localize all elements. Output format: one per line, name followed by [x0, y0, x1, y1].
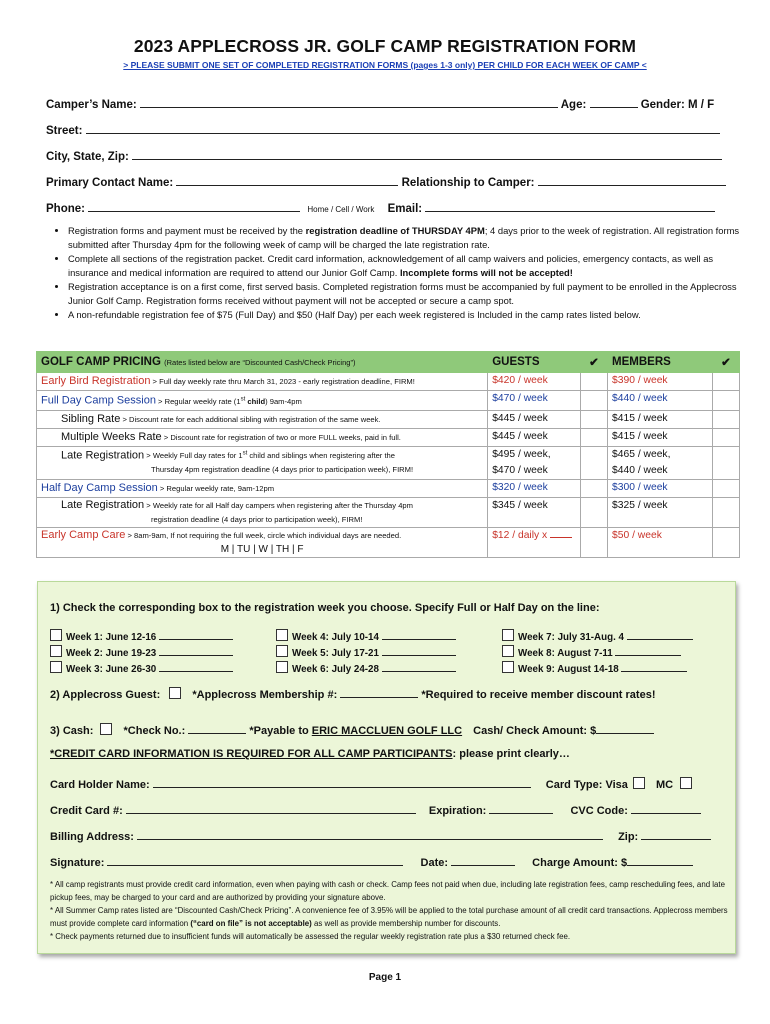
age-field[interactable] [590, 96, 638, 108]
weeks-column-1 [50, 628, 233, 676]
date-field[interactable] [451, 854, 515, 866]
weeks-column-2 [276, 628, 456, 676]
card-holder-label: Card Holder Name: [50, 779, 150, 791]
member-price: $390 / week [608, 373, 713, 391]
payment-notes [50, 878, 730, 943]
rule-item: • Registration forms and payment must be received by the registration deadline of THURSDAY 4PM; 4 days prior to the week of registration. All registration forms submitted after Thursday 4pm for the following week of camp will be charged the late registration rate. [68, 224, 748, 252]
member-checkbox[interactable] [712, 410, 739, 428]
pricing-row: Multiple Weeks Rate > Discount rate for registration of two or more FULL weeks, paid in full. $445 / week $415 / week [37, 428, 740, 446]
guest-row [50, 686, 656, 701]
form-subtitle: > PLEASE SUBMIT ONE SET OF COMPLETED REGISTRATION FORMS (pages 1-3 only) PER CHILD FOR EACH WEEK OF CAMP < [123, 60, 647, 70]
week-option[interactable]: Week 5: July 17-21 [276, 644, 456, 660]
guest-checkbox[interactable] [169, 687, 181, 699]
payment-row [50, 722, 654, 737]
billing-row [50, 828, 711, 843]
rules-list [46, 224, 748, 322]
city-label: City, State, Zip: [46, 151, 129, 163]
week-option[interactable]: Week 4: July 10-14 [276, 628, 456, 644]
rate-category: Late Registration [61, 498, 145, 511]
member-checkbox[interactable] [712, 428, 739, 446]
member-checkbox[interactable] [712, 527, 739, 557]
week-option[interactable]: Week 3: June 26-30 [50, 660, 233, 676]
guest-price: $420 / week [488, 373, 581, 391]
rate-category: Multiple Weeks Rate [61, 430, 162, 443]
members-header: MEMBERS [608, 352, 713, 373]
note-item: * All camp registrants must provide credit card information, even when paying with cash or check. Camp fees not paid when due, including late registration fees, camp rescheduling fees, and late pickup fees, may be charged to your card and are authorized by providing your signature above. [50, 880, 726, 902]
pricing-row: Late Registration > Weekly Full day rates for 1st child and siblings when registering after the Thursday 4pm registration deadline (4 days prior to participation week), FIRM! $495 / week, $470 / week $465 / week, $440 / week [37, 446, 740, 479]
rule-item: • A non-refundable registration fee of $75 (Full Day) and $50 (Half Day) per each week registered is Included in the camp rates listed below. [68, 308, 748, 322]
charge-field[interactable] [627, 854, 693, 866]
member-price: $415 / week [608, 410, 713, 428]
signature-field[interactable] [107, 854, 403, 866]
mc-label: MC [656, 779, 674, 791]
pricing-row: Half Day Camp Session > Regular weekly rate, 9am-12pm $320 / week $300 / week [37, 479, 740, 497]
member-price: $300 / week [608, 479, 713, 497]
payable-label: *Payable to ERIC MACCLUEN GOLF LLC [249, 725, 463, 737]
member-price: $50 / week [608, 527, 713, 557]
rate-category: Half Day Camp Session [41, 481, 158, 494]
amount-label: Cash/ Check Amount: $ [473, 725, 597, 737]
billing-label: Billing Address: [50, 831, 134, 843]
week-checkbox[interactable] [502, 661, 514, 673]
week-option[interactable]: Week 7: July 31-Aug. 4 [502, 628, 693, 644]
rate-category: Full Day Camp Session [41, 394, 156, 407]
guest-price: $470 / week [488, 391, 581, 411]
care-days-field[interactable] [550, 528, 572, 538]
guest-price: $445 / week [488, 410, 581, 428]
guest-checkbox[interactable] [580, 373, 607, 391]
amount-field[interactable] [596, 722, 654, 734]
week-checkbox[interactable] [50, 645, 62, 657]
note-item: * All Summer Camp rates listed are “Discounted Cash/Check Pricing”. A convenience fee of 3.95% will be applied to the total purchase amount of all credit card transactions. Applecross members must provide complete card information (“card on file” is not acceptable) as well as provide membership number for discounts. [50, 906, 728, 928]
camper-name-row [46, 96, 714, 111]
pricing-header-row [37, 352, 740, 373]
guest-checkbox[interactable] [580, 497, 607, 527]
week-checkbox[interactable] [502, 629, 514, 641]
guest-checkbox[interactable] [580, 391, 607, 411]
week-checkbox[interactable] [50, 629, 62, 641]
week-option[interactable]: Week 9: August 14-18 [502, 660, 693, 676]
phone-field[interactable] [88, 200, 300, 212]
rule-item: • Complete all sections of the registration packet. Credit card information, acknowledgement of all camp waivers and policies, emergency contacts, as well as insurance and medical information are required to attend our Junior Golf Camp. Incomplete forms will not be accepted! [68, 252, 748, 280]
zip-field[interactable] [641, 828, 711, 840]
guest-price: $320 / week [488, 479, 581, 497]
week-option[interactable]: Week 8: August 7-11 [502, 644, 693, 660]
member-price: $440 / week [608, 391, 713, 411]
check-icon: ✔ [580, 352, 607, 373]
week-checkbox[interactable] [276, 661, 288, 673]
guest-checkbox[interactable] [580, 479, 607, 497]
member-note: *Required to receive member discount rates! [421, 689, 656, 701]
care-days-selector[interactable]: M | TU | W | TH | F [220, 543, 304, 555]
visa-checkbox[interactable] [633, 777, 645, 789]
phone-type-label[interactable]: Home / Cell / Work [307, 205, 375, 214]
member-checkbox[interactable] [712, 446, 739, 479]
expiration-field[interactable] [489, 802, 553, 814]
card-holder-row [50, 776, 692, 791]
signature-label: Signature: [50, 857, 105, 869]
signature-row [50, 854, 693, 869]
cvc-label: CVC Code: [570, 805, 628, 817]
email-label: Email: [387, 203, 423, 215]
guest-price: $445 / week [488, 428, 581, 446]
cc-heading: *CREDIT CARD INFORMATION IS REQUIRED FOR ALL CAMP PARTICIPANTS: please print clearly… [50, 748, 570, 760]
mc-checkbox[interactable] [680, 777, 692, 789]
pricing-row: Full Day Camp Session > Regular weekly rate (1st child) 9am-4pm $470 / week $440 / week [37, 391, 740, 411]
week-checkbox[interactable] [50, 661, 62, 673]
member-price: $465 / week, $440 / week [608, 446, 713, 479]
relationship-field[interactable] [538, 174, 726, 186]
billing-field[interactable] [137, 828, 603, 840]
guest-checkbox[interactable] [580, 428, 607, 446]
guest-label: 2) Applecross Guest: [50, 689, 161, 701]
phone-label: Phone: [46, 203, 85, 215]
primary-contact-label: Primary Contact Name: [46, 177, 174, 189]
week-checkbox[interactable] [276, 645, 288, 657]
pricing-row: Late Registration > Weekly rate for all Half day campers when registering after the Thursday 4pm registration deadline (4 days prior to participation week), FIRM! $345 / week $325 / week [37, 497, 740, 527]
street-field[interactable] [86, 122, 720, 134]
pricing-table [36, 351, 740, 558]
card-number-field[interactable] [126, 802, 416, 814]
guest-price: $495 / week, $470 / week [488, 446, 581, 479]
week-option[interactable]: Week 2: June 19-23 [50, 644, 233, 660]
date-label: Date: [420, 857, 449, 869]
member-price: $415 / week [608, 428, 713, 446]
camper-name-field[interactable] [140, 96, 558, 108]
phone-row [46, 200, 715, 215]
rate-category: Late Registration [61, 449, 145, 462]
charge-label: Charge Amount: $ [532, 857, 628, 869]
registration-panel [37, 581, 736, 954]
zip-label: Zip: [618, 831, 639, 843]
rule-item: • Registration acceptance is on a first come, first served basis. Completed registration forms must be accompanied by full payment to be enrolled in the Applecross Junior Golf Camp. Registration forms received without payment will not be accepted or secure a camp spot. [68, 280, 748, 308]
membership-field[interactable] [340, 686, 418, 698]
camper-name-label: Camper’s Name: [46, 99, 137, 111]
card-holder-field[interactable] [153, 776, 531, 788]
guest-checkbox[interactable] [580, 410, 607, 428]
member-checkbox[interactable] [712, 391, 739, 411]
gender-label[interactable]: Gender: M / F [640, 99, 715, 111]
week-checkbox[interactable] [502, 645, 514, 657]
expiration-label: Expiration: [428, 805, 487, 817]
city-field[interactable] [132, 148, 722, 160]
rate-category: Sibling Rate [61, 412, 121, 425]
week-checkbox[interactable] [276, 629, 288, 641]
guest-checkbox[interactable] [580, 446, 607, 479]
cash-label: 3) Cash: [50, 725, 94, 737]
check-no-field[interactable] [188, 722, 246, 734]
member-checkbox[interactable] [712, 479, 739, 497]
guest-price: $12 / daily x [488, 527, 581, 557]
pricing-row: Early Camp Care > 8am-9am, If not requiring the full week, circle which individual days are needed. M | TU | W | TH | F $12 / daily x $50 / week [37, 527, 740, 557]
primary-contact-field[interactable] [176, 174, 398, 186]
card-number-label: Credit Card #: [50, 805, 123, 817]
check-no-label: *Check No.: [123, 725, 186, 737]
membership-label: *Applecross Membership #: [192, 689, 338, 701]
week-question: 1) Check the corresponding box to the registration week you choose. Specify Full or Half Day on the line: [50, 602, 600, 614]
page-number: Page 1 [368, 972, 402, 983]
card-type-label: Card Type: Visa [545, 779, 628, 791]
rate-category: Early Bird Registration [41, 375, 151, 387]
city-row [46, 148, 722, 163]
member-price: $325 / week [608, 497, 713, 527]
week-option[interactable]: Week 6: July 24-28 [276, 660, 456, 676]
pricing-row: Early Bird Registration > Full day weekly rate thru March 31, 2023 - early registration deadline, FIRM! $420 / week $390 / week [37, 373, 740, 391]
relationship-label: Relationship to Camper: [401, 177, 535, 189]
weeks-column-3 [502, 628, 693, 676]
guest-price: $345 / week [488, 497, 581, 527]
card-number-row [50, 802, 701, 817]
contact-row [46, 174, 726, 189]
week-option[interactable]: Week 1: June 12-16 [50, 628, 233, 644]
cash-checkbox[interactable] [100, 723, 112, 735]
street-row [46, 122, 720, 137]
age-label: Age: [560, 99, 587, 111]
note-item: * Check payments returned due to insufficient funds will automatically be assessed the regular weekly registration rate plus a $30 returned check fee. [50, 932, 571, 941]
form-title: 2023 APPLECROSS JR. GOLF CAMP REGISTRATION FORM [133, 36, 637, 56]
pricing-header: GOLF CAMP PRICING (Rates listed below are “Discounted Cash/Check Pricing”) [37, 352, 488, 373]
rate-category: Early Camp Care [41, 528, 126, 541]
member-checkbox[interactable] [712, 497, 739, 527]
check-icon: ✔ [712, 352, 739, 373]
street-label: Street: [46, 125, 83, 137]
email-field[interactable] [425, 200, 715, 212]
cvc-field[interactable] [631, 802, 701, 814]
guest-checkbox[interactable] [580, 527, 607, 557]
pricing-row: Sibling Rate > Discount rate for each additional sibling with registration of the same week. $445 / week $415 / week [37, 410, 740, 428]
member-checkbox[interactable] [712, 373, 739, 391]
guests-header: GUESTS [488, 352, 581, 373]
